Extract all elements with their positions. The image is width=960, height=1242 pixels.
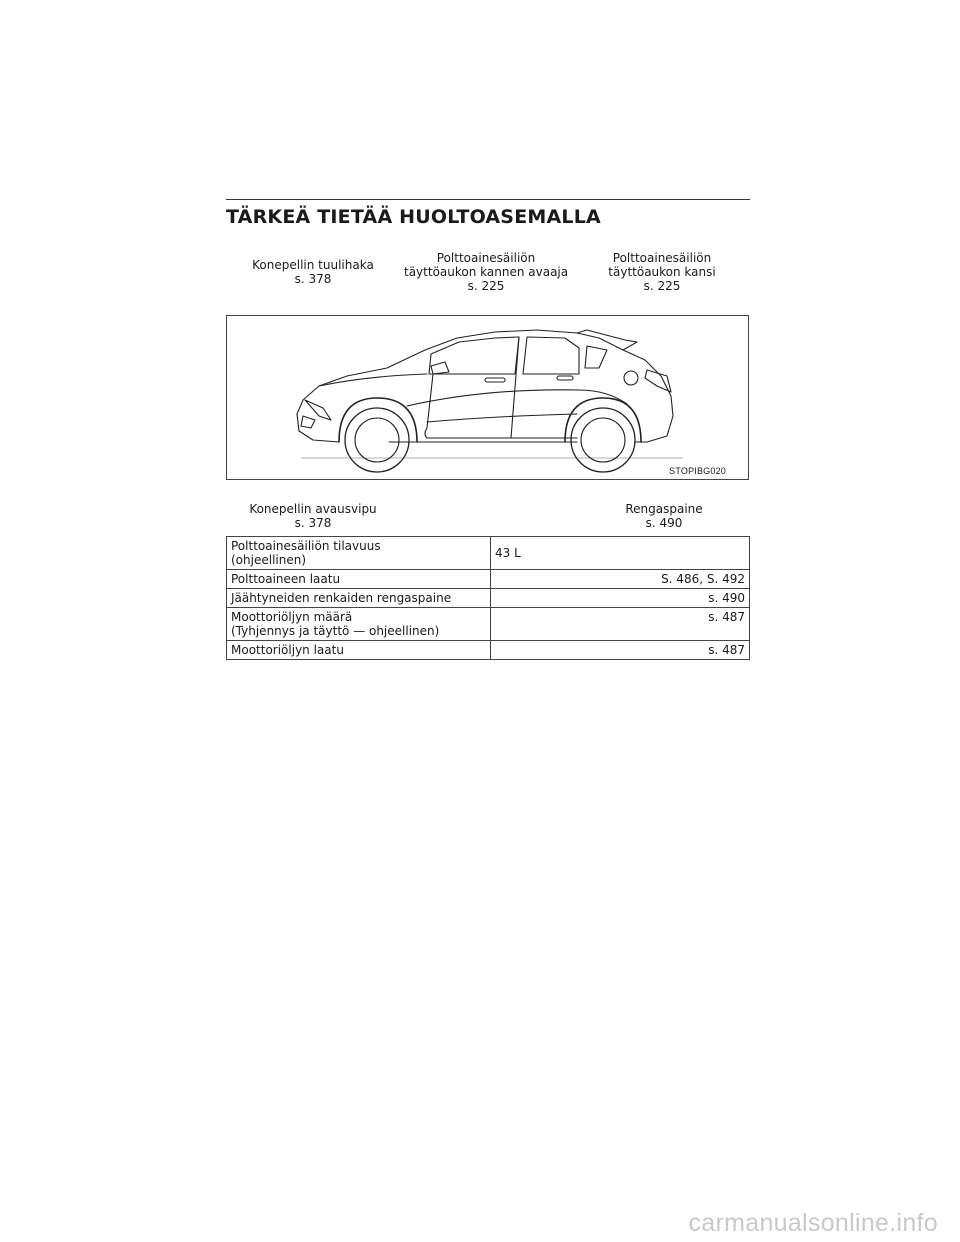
car-side-view-drawing [227, 316, 750, 481]
figure-code: STOPIBG020 [669, 466, 726, 476]
row-value: s. 490 [491, 589, 750, 608]
row-label-line: Moottoriöljyn määrä [231, 610, 353, 624]
table-row [227, 641, 750, 660]
callout-label: Polttoainesäiliön [612, 251, 712, 265]
callout-page-ref: s. 225 [643, 279, 681, 293]
row-value: s. 487 [491, 641, 750, 660]
callout-fuel-tank-cap [600, 251, 724, 293]
row-label-line: (ohjeellinen) [231, 553, 307, 567]
service-info-table [226, 536, 750, 660]
callout-page-ref: s. 490 [645, 516, 683, 530]
callout-page-ref: s. 225 [467, 279, 505, 293]
car-illustration [226, 315, 749, 480]
callout-page-ref: s. 378 [294, 516, 332, 530]
table-row [227, 537, 750, 570]
row-label: Polttoaineen laatu [227, 570, 491, 589]
row-label [227, 537, 491, 570]
callout-label: täyttöaukon kansi [608, 265, 716, 279]
callout-hood-release-lever [246, 502, 380, 530]
row-value: S. 486, S. 492 [491, 570, 750, 589]
page-title: TÄRKEÄ TIETÄÄ HUOLTOASEMALLA [226, 206, 601, 228]
row-label [227, 608, 491, 641]
callout-label: Konepellin avausvipu [249, 502, 377, 516]
row-label: Jäähtyneiden renkaiden rengaspaine [227, 589, 491, 608]
row-value: s. 487 [491, 608, 750, 641]
table-row [227, 589, 750, 608]
callout-fuel-door-opener [404, 251, 568, 293]
callout-tire-pressure [614, 502, 714, 530]
callout-page-ref: s. 378 [294, 272, 332, 286]
header-rule [226, 199, 750, 200]
callout-label: Konepellin tuulihaka [252, 258, 374, 272]
watermark: carmanualsonline.info [688, 1209, 938, 1237]
table-row [227, 608, 750, 641]
table-row [227, 570, 750, 589]
callout-hood-support-rod [250, 258, 376, 286]
row-label: Moottoriöljyn laatu [227, 641, 491, 660]
callout-label: Rengaspaine [625, 502, 703, 516]
callout-label: täyttöaukon kannen avaaja [404, 265, 569, 279]
row-label-line: Polttoainesäiliön tilavuus [231, 539, 381, 553]
callout-label: Polttoainesäiliön [436, 251, 536, 265]
row-label-line: (Tyhjennys ja täyttö — ohjeellinen) [231, 624, 440, 638]
row-value: 43 L [491, 537, 750, 570]
